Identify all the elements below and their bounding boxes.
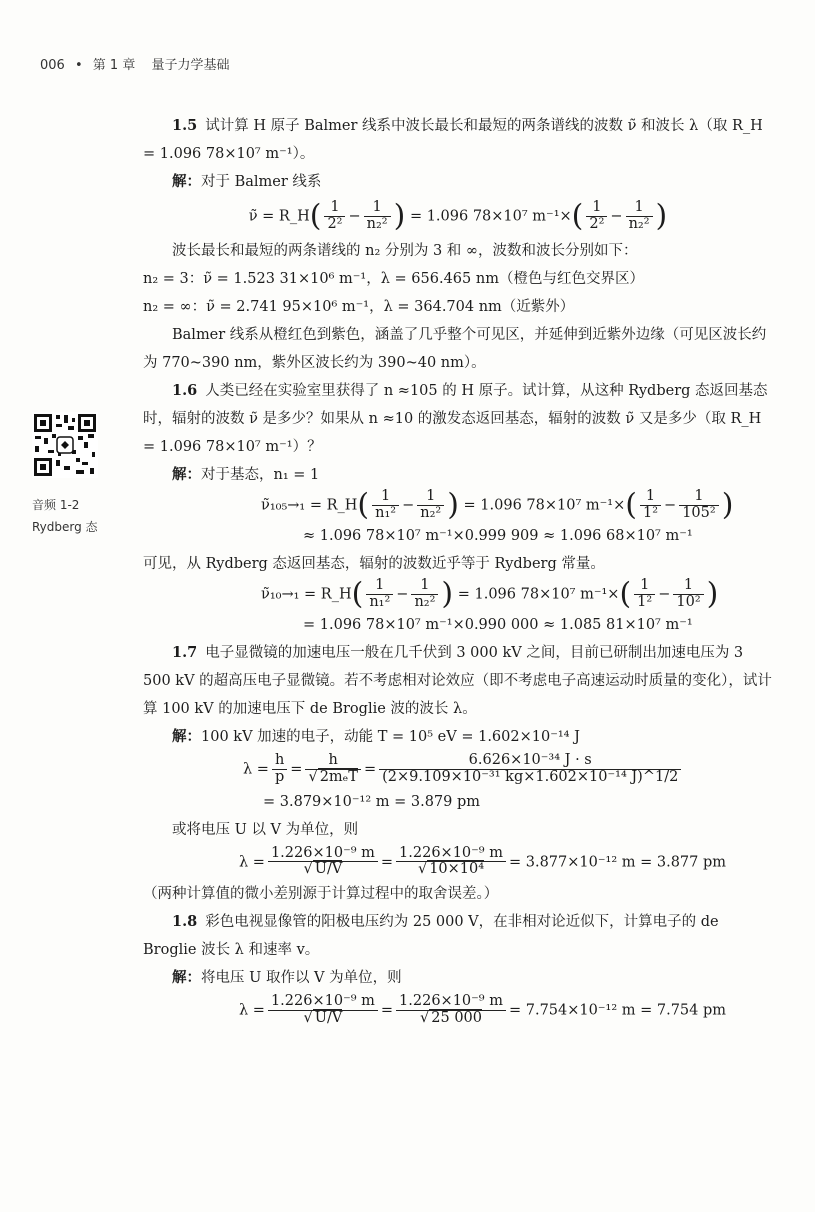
result-line: n₂ = ∞：ν̃ = 2.741 95×10⁶ m⁻¹，λ = 364.704 nm（近紫外）	[143, 298, 575, 315]
problem-number: 1.5	[172, 117, 198, 134]
qr-code-icon[interactable]	[32, 412, 98, 478]
equation-rydberg-10: ν̃₁₀→₁ = R_H( $\frac{1}{\text{n₁²}}$ − $\frac{1}{\text{n₂²}}$ ) = 1.096 78×10⁷ m⁻¹×( $\frac{1}{\text{1²}}$ − $\frac{1}{\text{10²}}$ )	[261, 576, 719, 612]
solution-intro: 解：100 kV 加速的电子，动能 T = 10⁵ eV = 1.602×10⁻¹⁴ J	[172, 727, 580, 745]
chapter-label: 第 1 章	[92, 58, 136, 73]
solution-label: 解：	[172, 465, 201, 483]
header-dot: •	[74, 58, 83, 73]
text-line: 波长最长和最短的两条谱线的 n₂ 分别为 3 和 ∞，波数和波长分别如下：	[172, 242, 638, 259]
equation-line: = 1.096 78×10⁷ m⁻¹×0.990 000 ≈ 1.085 81×10⁷ m⁻¹	[303, 616, 693, 633]
problem-text: 电子显微镜的加速电压一般在几千伏到 3 000 kV 之间，目前已研制出加速电压为 3 500 kV 的超高压电子显微镜。若不考虑相对论效应（即不考虑电子高速运动时质量的变化），试计算 100 kV 的加速电压下 de Broglie 波的波长 λ。	[143, 644, 772, 717]
text-paragraph: Balmer 线系从橙红色到紫色，涵盖了几乎整个可见区，并延伸到近紫外边缘（可见区波长约为 770~390 nm，紫外区波长约为 390~40 nm）。	[143, 326, 767, 371]
equation-line: = 3.879×10⁻¹² m = 3.879 pm	[263, 793, 481, 810]
problem-1-8	[143, 908, 773, 964]
problem-text: 人类已经在实验室里获得了 n ≈105 的 H 原子。试计算，从这种 Rydberg 态返回基态时，辐射的波数 ν̃ 是多少？如果从 n ≈10 的激发态返回基态，辐射的波数 ν̃ 又是多少（取 R_H = 1.096 78×10⁷ m⁻¹）？	[143, 382, 768, 455]
problem-number: 1.6	[172, 381, 198, 399]
problem-1-5	[143, 112, 773, 168]
page-content	[143, 112, 773, 1029]
note-line: （两种计算值的微小差别源于计算过程中的取舍误差。）	[143, 886, 499, 903]
problem-text: 彩色电视显像管的阳极电压约为 25 000 V，在非相对论近似下，计算电子的 de Broglie 波长 λ 和速率 v。	[143, 914, 719, 959]
equation-tv-tube: λ = $\frac{\text{1.226×10⁻⁹ m}}{√ U/V}$ = $\frac{\text{1.226×10⁻⁹ m}}{√ 25 000}$ = 7.754×10⁻¹² m = 7.754 pm	[239, 993, 727, 1027]
equation-balmer: ν̃ = R_H( $\frac{1}{\text{2²}}$ − $\frac{1}{\text{n₂²}}$ ) = 1.096 78×10⁷ m⁻¹×( $\frac{1}{\text{2²}}$ − $\frac{1}{\text{n₂²}}$ )	[248, 198, 668, 234]
problem-1-7	[143, 639, 773, 723]
text-line: 可见，从 Rydberg 态返回基态，辐射的波数近乎等于 Rydberg 常量。	[143, 555, 605, 572]
solution-intro: 解：对于 Balmer 线系	[172, 173, 322, 190]
problem-number: 1.7	[172, 643, 198, 661]
qr-caption-topic: Rydberg 态	[32, 520, 98, 534]
equation-voltage: λ = $\frac{\text{1.226×10⁻⁹ m}}{√ U/V}$ = $\frac{\text{1.226×10⁻⁹ m}}{\text{√ 10×10⁴}}$ = 3.877×10⁻¹² m = 3.877 pm	[239, 844, 727, 878]
problem-1-6	[143, 377, 773, 461]
equation-line: ≈ 1.096 78×10⁷ m⁻¹×0.999 909 ≈ 1.096 68×10⁷ m⁻¹	[303, 527, 693, 544]
running-header	[40, 54, 229, 73]
page-number: 006	[40, 58, 65, 73]
text-line: 或将电压 U 以 V 为单位，则	[172, 821, 359, 838]
solution-intro: 解：将电压 U 取作以 V 为单位，则	[172, 969, 402, 987]
problem-text: 试计算 H 原子 Balmer 线系中波长最长和最短的两条谱线的波数 ν̃ 和波长 λ（取 R_H = 1.096 78×10⁷ m⁻¹）。	[143, 118, 763, 162]
equation-rydberg-105: ν̃₁₀₅→₁ = R_H( $\frac{1}{\text{n₁²}}$ − $\frac{1}{\text{n₂²}}$ ) = 1.096 78×10⁷ m⁻¹×( $\frac{1}{\text{1²}}$ − $\frac{1}{\text{105²}}$ )	[261, 487, 734, 523]
qr-caption-audio: 音频 1-2	[32, 498, 80, 512]
result-line: n₂ = 3：ν̃ = 1.523 31×10⁶ m⁻¹，λ = 656.465 nm（橙色与红色交界区）	[143, 270, 644, 287]
solution-intro: 解：对于基态，n₁ = 1	[172, 465, 320, 483]
chapter-title: 量子力学基础	[151, 58, 230, 73]
solution-label: 解：	[172, 727, 201, 745]
problem-number: 1.8	[172, 913, 198, 931]
qr-caption	[32, 494, 98, 538]
solution-label: 解：	[172, 969, 201, 987]
solution-label: 解：	[172, 173, 201, 190]
equation-de-broglie: λ = $\frac{h}{p}$ = $\frac{h}{\text{√ 2mₑT}}$ = $\frac{\text{6.626×10⁻³⁴ J · s}}{\text{(2×9.109×10⁻³¹ kg×1.602×10⁻¹⁴ J)\textasciicircum{}1/2}}$	[143, 753, 773, 786]
